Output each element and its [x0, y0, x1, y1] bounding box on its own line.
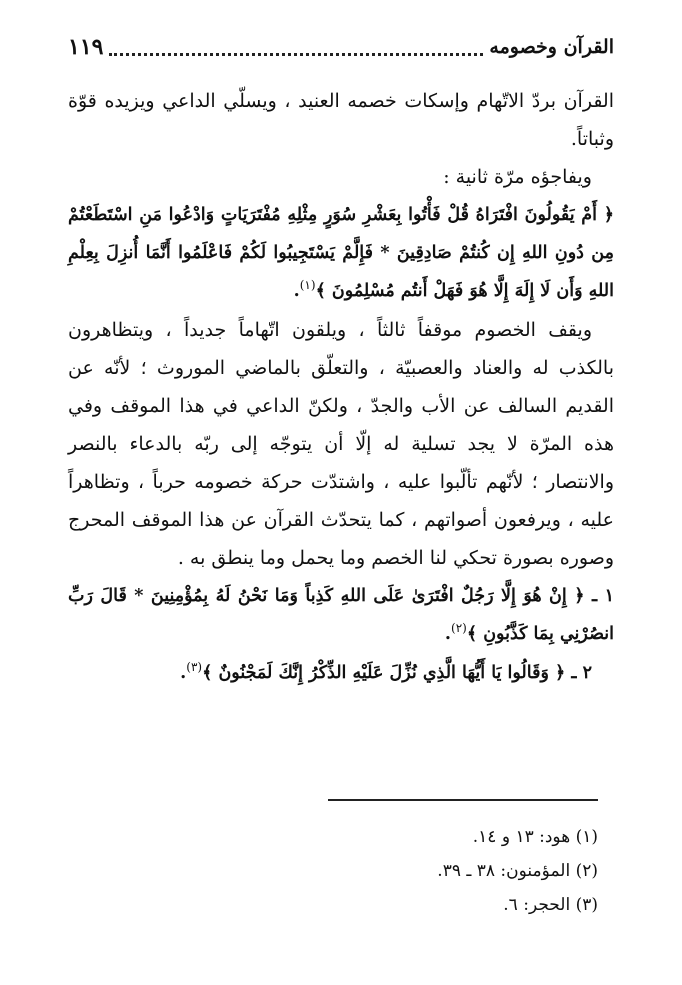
main-text [68, 82, 614, 693]
paragraph-1: القرآن بردّ الاتّهام وإسكات خصمه العنيد ، ويسلّي الداعي ويزيده قوّة وثباتاً. [68, 90, 614, 150]
sentence-period: . [180, 663, 187, 683]
verse-text-3: وَقَالُوا يَا أَيُّهَا الَّذِي نُزِّلَ عَلَيْهِ الذِّكْرُ إِنَّكَ لَمَجْنُونٌ [218, 663, 549, 683]
quran-quote-item-1 [68, 577, 614, 654]
ornate-bracket-close: ﴾ [315, 281, 326, 301]
ornate-bracket-close: ﴾ [466, 624, 478, 644]
footnote-ref-2: (٢) [451, 621, 467, 635]
page-number: ١١٩ [68, 34, 104, 60]
quran-quote-1 [68, 196, 614, 311]
header-dot-leader [109, 39, 483, 56]
footnote-separator [328, 799, 598, 801]
footnote-ref-1: (١) [299, 278, 316, 292]
ornate-bracket-close: ﴾ [202, 663, 213, 683]
paragraph-3: ويقف الخصوم موقفاً ثالثاً ، ويلقون اتّهاماً جديداً ، ويتظاهرون بالكذب له والعناد والعصبيّة ، والتعلّق بالماضي الموروث ؛ لأنّه عن القديم السالف عن الأب والجدّ ، ولكنّ الداعي في هذا الموقف وفي هذه المرّة لا يجد تسلية له إلّا أن يتوجّه إلى ربّه بالدعاء بالنصر والانتصار ؛ لأنّهم تألّبوا عليه ، واشتدّت حركة خصومه حرباً ، وتظاهراً عليه ، ويرفعون أصواتهم ، كما يتحدّث القرآن عن هذا الموقف المحرج وصوره بصورة تحكي لنا الخصم وما يحمل وما ينطق به . [68, 319, 614, 569]
footnotes [68, 820, 598, 922]
item-number-2: ٢ ـ [571, 663, 592, 683]
sentence-period: . [444, 624, 451, 644]
sentence-period: . [293, 281, 300, 301]
ornate-bracket-open: ﴿ [555, 663, 566, 683]
quran-quote-item-2 [68, 654, 614, 693]
verse-text-1: أَمْ يَقُولُونَ افْتَرَاهُ قُلْ فَأْتُوا بِعَشْرِ سُوَرٍ مِثْلِهِ مُفْتَرَيَاتٍ وَادْعُوا مَنِ اسْتَطَعْتُمْ مِن دُونِ اللهِ إِن كُنتُمْ صَادِقِينَ * فَإِلَّمْ يَسْتَجِيبُوا لَكُمْ فَاعْلَمُوا أَنَّمَا أُنزِلَ بِعِلْمِ اللهِ وَأَن لَا إِلَهَ إِلَّا هُوَ فَهَلْ أَنتُم مُسْلِمُونَ [68, 205, 614, 301]
footnote-2: (٢) المؤمنون: ٣٨ ـ ٣٩. [437, 861, 598, 881]
item-number-1: ١ ـ [591, 586, 614, 606]
paragraph-2: ويفاجؤه مرّة ثانية : [443, 166, 592, 188]
ornate-bracket-open: ﴿ [574, 586, 585, 606]
ornate-bracket-open: ﴿ [603, 205, 615, 225]
footnote-ref-3: (٣) [186, 660, 203, 674]
footnote-3: (٣) الحجر: ٦. [503, 895, 598, 915]
footnote-1: (١) هود: ١٣ و ١٤. [472, 827, 598, 847]
verse-text-2: إِنْ هُوَ إِلَّا رَجُلٌ افْتَرَىٰ عَلَى اللهِ كَذِباً وَمَا نَحْنُ لَهُ بِمُؤْمِنِينَ * قَالَ رَبِّ انصُرْنِي بِمَا كَذَّبُونِ [68, 586, 614, 644]
header-title: القرآن وخصومه [489, 36, 614, 58]
running-header [68, 30, 614, 64]
